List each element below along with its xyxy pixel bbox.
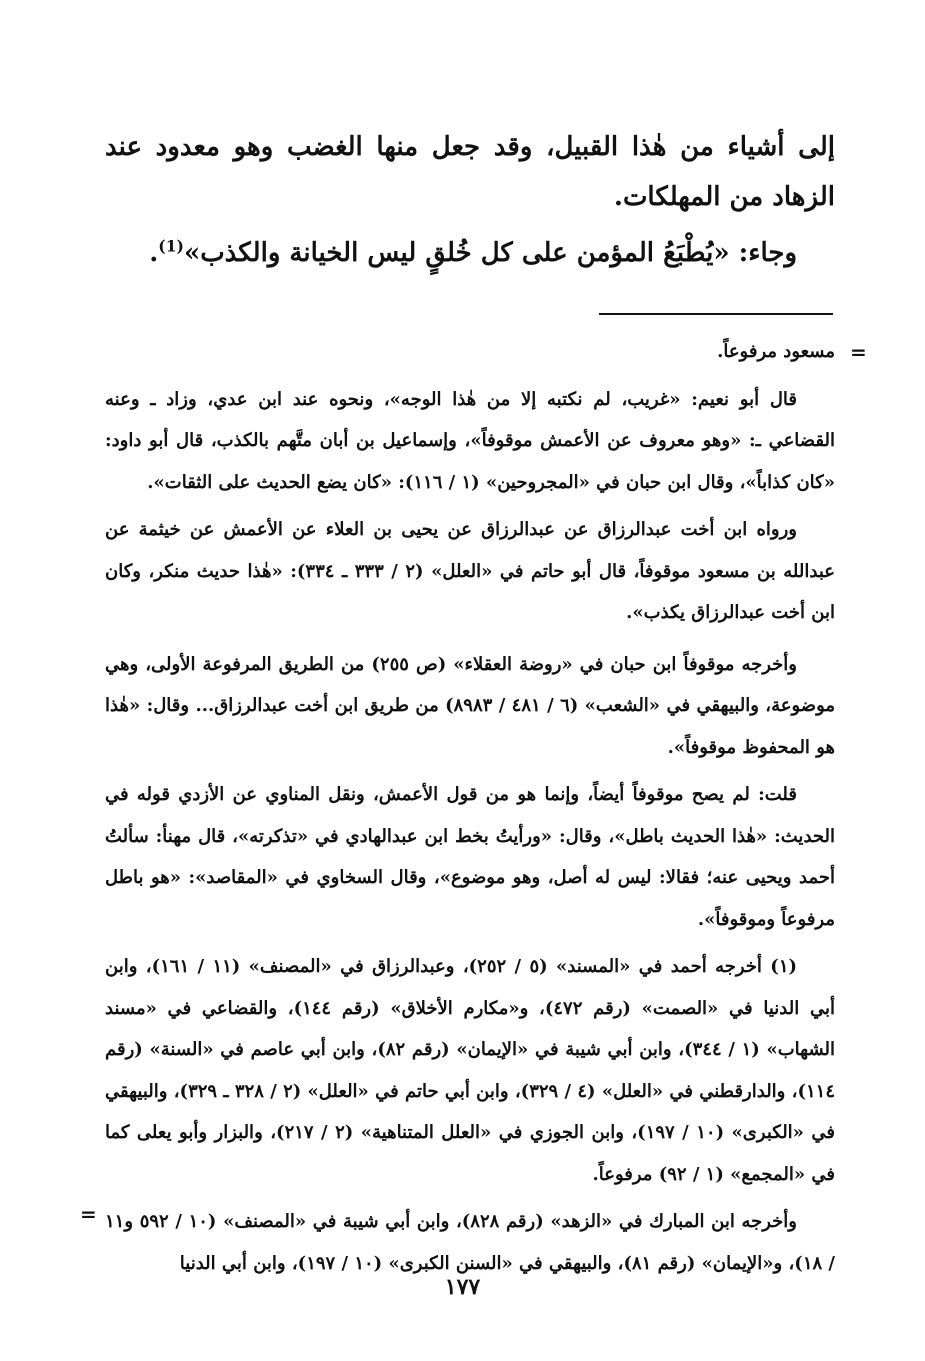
hadith-quote: وجاء: «يُطْبَعُ المؤمن على كل خُلقٍ ليس الخيانة والكذب» xyxy=(183,238,797,268)
footnote-paragraph-2: قال أبو نعيم: «غريب، لم نكتبه إلا من هٰذا الوجه»، ونحوه عند ابن عدي، وزاد ـ وعنه القضاعي ـ: «وهو معروف عن الأعمش موقوفاً»، وإسماعيل بن أبان متَّهم بالكذب، قال أبو داود: «كان كذاباً»، وقال ابن حبان في «المجروحين» (١ / ١١٦): «كان يضع الحديث على الثقات». xyxy=(105,388,835,493)
continuation-mark-top: = xyxy=(850,340,867,364)
page-number: ١٧٧ xyxy=(444,1274,481,1300)
continuation-mark-bottom: = xyxy=(80,1202,97,1226)
main-paragraph-2: وجاء: «يُطْبَعُ المؤمن على كل خُلقٍ ليس الخيانة والكذب»$^{(1)}$. xyxy=(149,236,797,268)
footnote-ref: (1) xyxy=(158,236,184,256)
footnote-paragraph-7: وأخرجه ابن المبارك في «الزهد» (رقم ٨٢٨)، وابن أبي شيبة في «المصنف» (١٠ / ٥٩٢ و١١ / ١٨)، و«الإيمان» (رقم ٨١)، والبيهقي في «السنن الكبرى» (١٠ / ١٩٧)، وابن أبي الدنيا xyxy=(105,1211,835,1274)
footnote-separator xyxy=(599,313,833,315)
footnote-paragraph-4: وأخرجه موقوفاً ابن حبان في «روضة العقلاء» (ص ٢٥٥) من الطريق المرفوعة الأولى، وهي موضوعة، والبيهقي في «الشعب» (٦ / ٤٨١ / ٨٩٨٣) من طريق ابن أخت عبدالرزاق... وقال: «هٰذا هو المحفوظ موقوفاً». xyxy=(105,653,836,758)
main-paragraph-1: إلى أشياء من هٰذا القبيل، وقد جعل منها الغضب وهو معدود عند الزهاد من المهلكات. xyxy=(105,132,835,212)
footnotes xyxy=(105,331,835,1284)
main-text xyxy=(105,122,835,278)
footnote-paragraph-1: مسعود مرفوعاً. xyxy=(717,341,835,362)
footnote-paragraph-5: قلت: لم يصح موقوفاً أيضاً، وإنما هو من قول الأعمش، ونقل المناوي عن الأزدي قوله في الحديث: «هٰذا الحديث باطل»، وقال: «ورأيتُ بخط ابن عبدالهادي في «تذكرته»، قال مهنأ: سألتُ أحمد ويحيى عنه؛ فقالا: ليس له أصل، وهو موضوع»، وقال السخاوي في «المقاصد»: «هو باطل مرفوعاً وموقوفاً». xyxy=(105,784,835,930)
footnote-paragraph-6: (١) أخرجه أحمد في «المسند» (٥ / ٢٥٢)، وعبدالرزاق في «المصنف» (١١ / ١٦١)، وابن أبي الدنيا في «الصمت» (رقم ٤٧٢)، و«مكارم الأخلاق» (رقم ١٤٤)، والقضاعي في «مسند الشهاب» (١ / ٣٤٤)، وابن أبي شيبة في «الإيمان» (رقم ٨٢)، وابن أبي عاصم في «السنة» (رقم ١١٤)، والدارقطني في «العلل» (٤ / ٣٢٩)، وابن أبي حاتم في «العلل» (٢ / ٣٢٨ ـ ٣٢٩)، والبيهقي في «الكبرى» (١٠ / ١٩٧)، وابن الجوزي في «العلل المتناهية» (٢ / ٢١٧)، والبزار وأبو يعلى كما في «المجمع» (١ / ٩٢) مرفوعاً. xyxy=(105,956,836,1185)
footnote-paragraph-3: ورواه ابن أخت عبدالرزاق عن عبدالرزاق عن يحيى بن العلاء عن الأعمش عن خيثمة عن عبدالله بن مسعود موقوفاً، قال أبو حاتم في «العلل» (٢ / ٣٣٣ ـ ٣٣٤): «هٰذا حديث منكر، وكان ابن أخت عبدالرزاق يكذب». xyxy=(105,519,835,623)
